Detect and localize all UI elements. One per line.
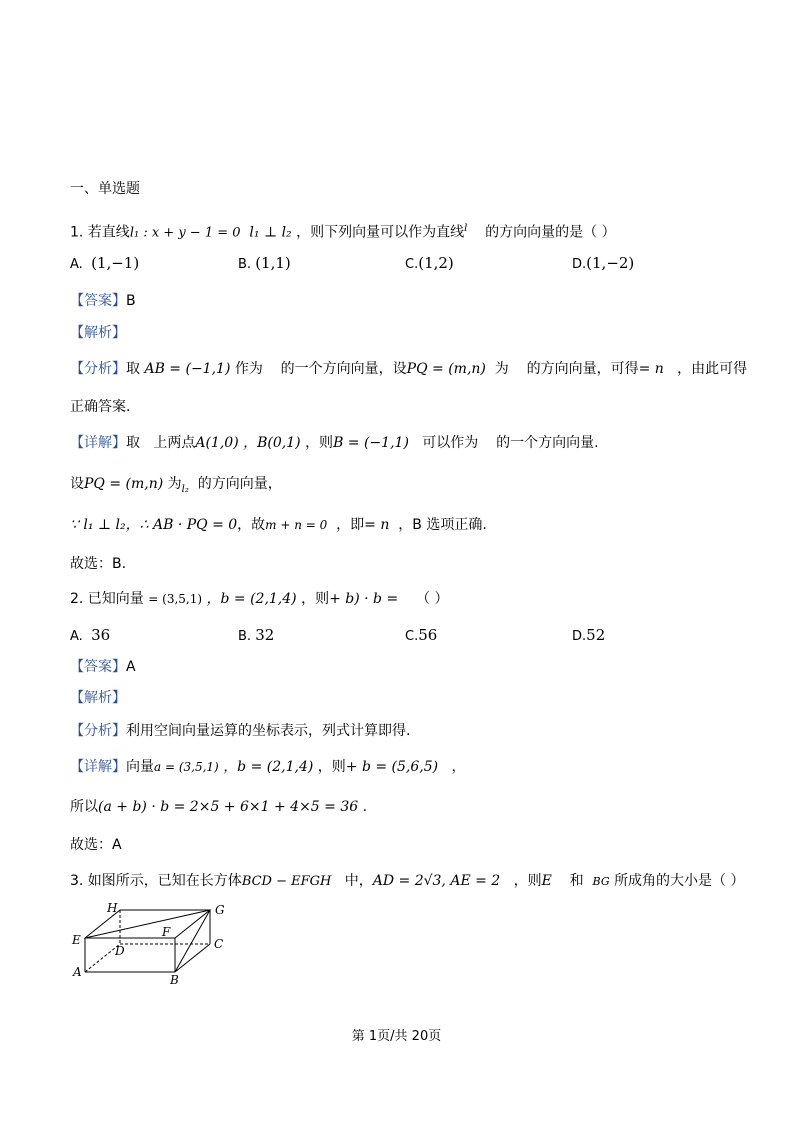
option-label: B. [238, 629, 252, 644]
text: 为 [494, 361, 509, 377]
text: ，则 [317, 759, 346, 775]
option-value: (1,−2) [586, 254, 635, 272]
math-expr: ，b = (2,1,4) [206, 591, 297, 607]
q2-xiangjie [70, 758, 465, 776]
text: 取 [126, 361, 140, 377]
math-expr: B = (−1,1) [333, 435, 409, 451]
q1-l-label: l [464, 223, 468, 234]
text: ，故 [237, 517, 266, 533]
edge-bc [175, 944, 210, 972]
option-value: 32 [255, 626, 275, 644]
q2-stem [70, 590, 448, 608]
diagonal-bg [175, 910, 210, 972]
option-value: (1,1) [255, 254, 291, 272]
answer-value: B [126, 293, 136, 309]
q1-answer [70, 292, 136, 310]
vertex-g: G [215, 903, 225, 917]
q1-fenxi-line2: 正确答案. [70, 399, 131, 415]
text: 设 [70, 476, 84, 492]
math-expr: ，B(0,1) [243, 435, 301, 451]
vertex-e: E [72, 933, 81, 947]
text: 向量 [126, 759, 154, 775]
text: ，则 [513, 873, 542, 889]
math-expr: ，∴ AB · PQ = 0 [125, 517, 238, 533]
text: 的一个方向向量，设 [280, 361, 407, 377]
answer-tag: 【答案】 [70, 659, 126, 675]
math-expr: AB = (−1,1) [144, 361, 231, 377]
q1-option-b [238, 254, 291, 272]
math-expr: a = (3,5,1) [154, 760, 219, 774]
option-value: (1,2) [418, 254, 454, 272]
q1-option-d [572, 254, 634, 272]
xiangjie-tag: 【详解】 [70, 759, 126, 775]
math-expr: BG [592, 875, 610, 888]
q1-xiangjie [70, 434, 599, 452]
option-value: 52 [586, 626, 606, 644]
q1-perp: l₁ ⊥ l₂ [249, 224, 292, 241]
math-expr: m + n = 0 [265, 518, 328, 532]
fenxi-tag: 【分析】 [70, 361, 126, 377]
text: 所成角的大小是（ ） [614, 873, 745, 889]
text: ， [451, 759, 466, 775]
diagonal-eg [85, 910, 210, 938]
math-expr: AD = 2√3, AE = 2 [372, 873, 501, 889]
option-value: 36 [91, 626, 111, 644]
text: ，则 [301, 591, 330, 607]
text: ，则 [305, 435, 334, 451]
page-footer: 第 1页/共 20页 [351, 1029, 442, 1044]
q2-line-calc [70, 798, 367, 816]
vertex-d: D [115, 944, 125, 958]
q1-option-c [405, 254, 454, 272]
text: 取 [126, 435, 140, 451]
q2-option-c [405, 626, 437, 644]
q2-prefix: 2. 已知向量 [70, 591, 144, 607]
math-expr: PQ = (m,n) [84, 476, 164, 492]
text: 的一个方向向量. [496, 435, 599, 451]
math-expr: ，b = (2,1,4) [223, 759, 314, 775]
q1-stem [70, 220, 616, 243]
option-label: A. [70, 629, 83, 644]
text: ，B 选项正确. [398, 517, 487, 533]
q1-line-set [70, 475, 282, 499]
cuboid-figure [65, 900, 235, 990]
text: 中， [344, 873, 373, 889]
q1-conclusion: 故选：B. [70, 556, 127, 572]
answer-value: A [126, 659, 136, 675]
option-label: C. [405, 257, 419, 272]
option-label: D. [572, 629, 587, 644]
q1-stem-text: ，则下列向量可以作为直线 [296, 224, 465, 241]
section-title: 一、单选题 [70, 181, 140, 197]
text: 作为 [234, 361, 263, 377]
q2-conclusion: 故选：A [70, 837, 122, 853]
math-expr: ∵ l₁ ⊥ l₂ [70, 517, 126, 533]
q2-analysis-tag: 【解析】 [70, 690, 126, 706]
text: 的方向向量，可得 [526, 361, 639, 377]
vertex-a: A [73, 965, 82, 979]
option-value: (1,−1) [91, 254, 140, 272]
text: 上两点 [153, 435, 196, 451]
q2-option-d [572, 626, 605, 644]
math-sub: l₂ [181, 483, 189, 495]
math-expr: PQ = (m,n) [406, 361, 486, 377]
q2-fenxi [70, 722, 410, 740]
text: 为 [167, 476, 182, 492]
q1-option-a [70, 254, 139, 272]
q2-option-b [238, 626, 274, 644]
q1-prefix: 1. 若直线 [70, 224, 130, 241]
q1-fenxi [70, 360, 747, 378]
vertex-h: H [107, 901, 118, 915]
text: 可以作为 [422, 435, 479, 451]
text: . [362, 799, 368, 815]
math-expr: A(1,0) [195, 435, 239, 451]
vertex-b: B [170, 973, 179, 987]
text: 的方向向量， [197, 476, 282, 492]
option-label: A. [70, 257, 83, 272]
option-label: B. [238, 257, 252, 272]
q2-answer [70, 658, 136, 676]
q3-prefix: 3. 如图所示，已知在长方体 [70, 873, 242, 889]
q1-line-eq: l₁ : x + y − 1 = 0 [129, 225, 241, 241]
q2-option-a [70, 626, 110, 644]
text: ，即 [336, 517, 365, 533]
fenxi-tag: 【分析】 [70, 723, 126, 739]
math-expr: = n [364, 517, 390, 533]
option-label: C. [405, 629, 419, 644]
math-expr: = n [638, 361, 664, 377]
text: （ ） [416, 591, 449, 607]
xiangjie-tag: 【详解】 [70, 435, 126, 451]
option-value: 56 [418, 626, 438, 644]
text: 所以 [70, 799, 98, 815]
q1-line-because [70, 516, 487, 534]
text: 利用空间向量运算的坐标表示，列式计算即得. [126, 723, 411, 739]
math-expr: + b) · b = [329, 591, 399, 607]
vertex-f: F [162, 925, 171, 939]
math-expr: BCD − EFGH [241, 874, 332, 889]
q3-stem [70, 872, 745, 891]
text: 和 [569, 873, 584, 889]
math-expr: = (3,5,1) [148, 592, 203, 606]
math-expr: + b = (5,6,5) [345, 759, 439, 775]
answer-tag: 【答案】 [70, 293, 126, 309]
vertex-c: C [214, 937, 224, 951]
q1-analysis-tag: 【解析】 [70, 325, 126, 341]
option-label: D. [572, 257, 587, 272]
text: ，由此可得 [677, 361, 748, 377]
q1-stem-text2: 的方向向量的是（ ） [485, 224, 616, 241]
math-expr: E [541, 873, 552, 889]
math-expr: (a + b) · b = 2×5 + 6×1 + 4×5 = 36 [98, 799, 359, 815]
